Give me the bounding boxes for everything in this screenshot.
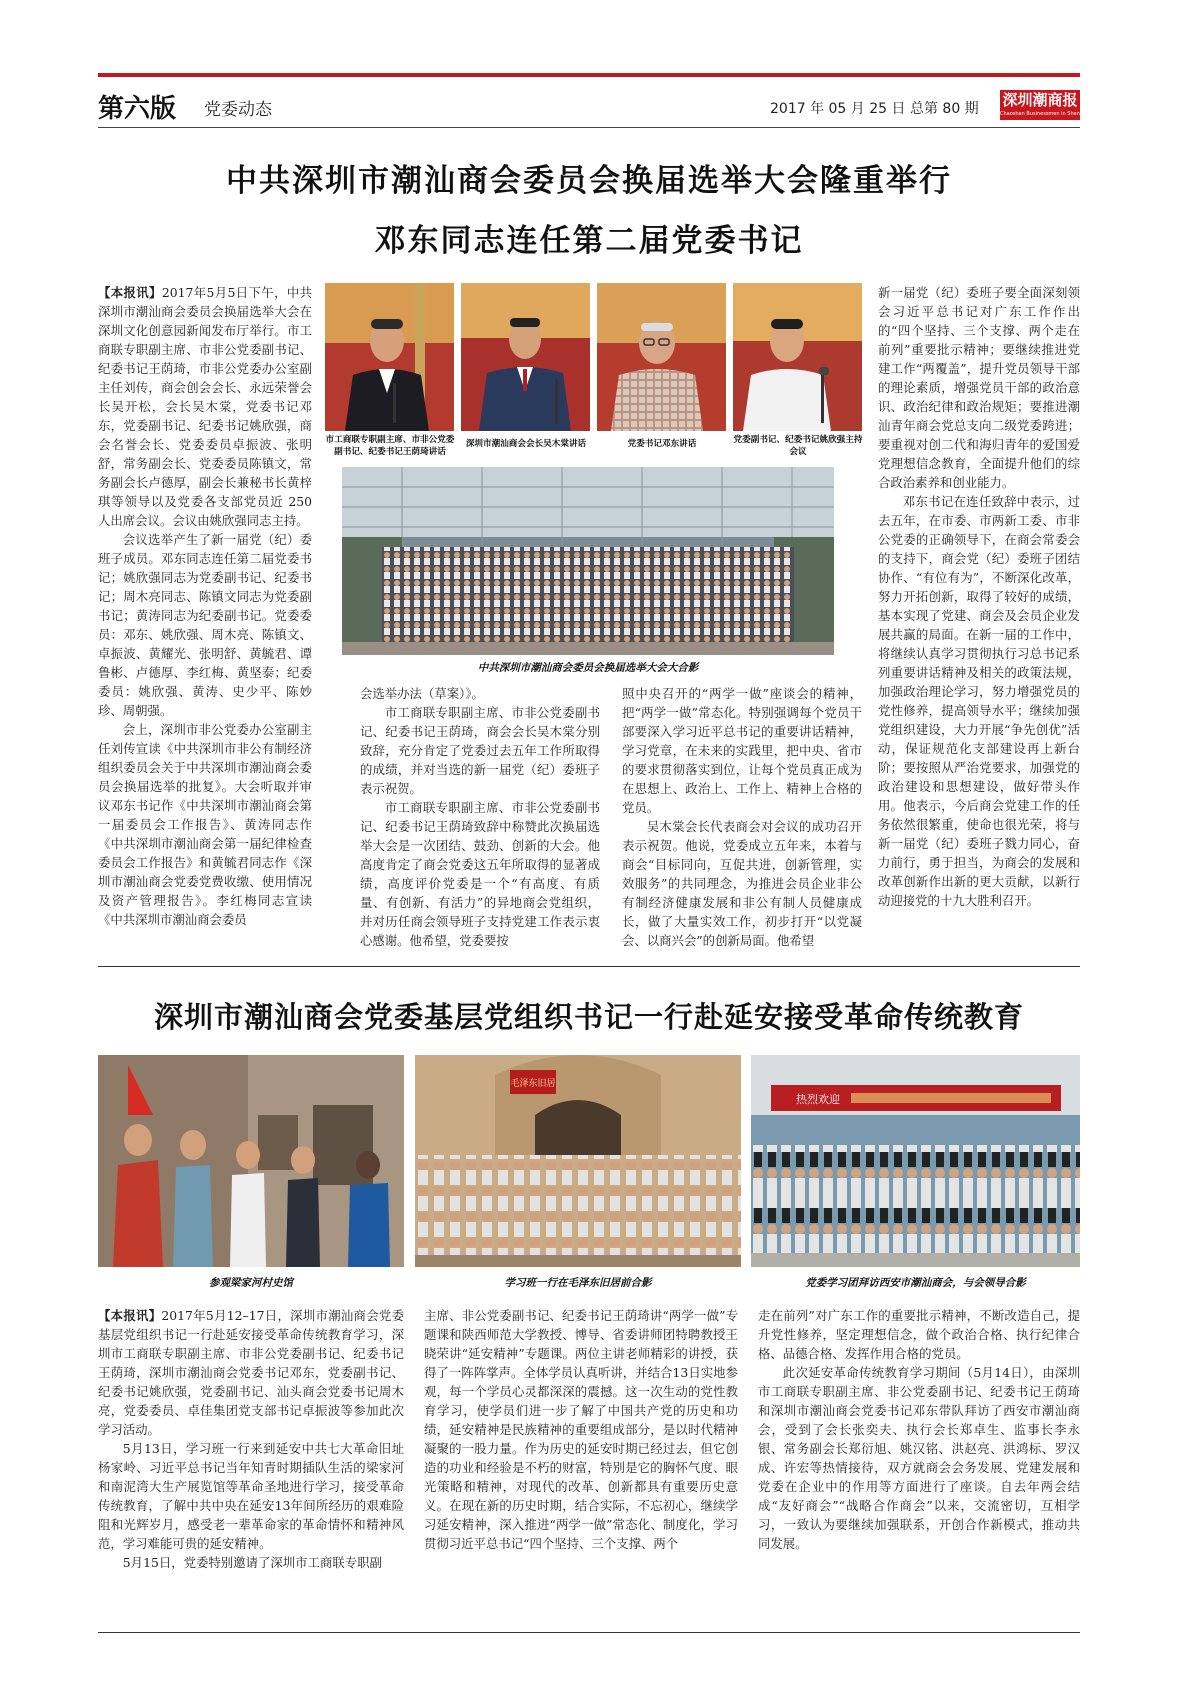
article2-title: 深圳市潮汕商会党委基层党组织书记一行赴延安接受革命传统教育 — [153, 1000, 1024, 1034]
photo-speaker-wang — [325, 283, 454, 431]
caption-village-museum: 参观梁家河村史馆 — [209, 1277, 293, 1289]
report-tag: 【本报讯】 — [98, 1308, 162, 1323]
article1-col4-para2: 邓东书记在连任致辞中表示，过去五年，在市委、市两新工委、市非公党委的正确领导下，在商会常委会的支持下，商会党（纪）委班子团结协作、“有位有为”，不断深化改革，努力开拓创新，取得了较好的成绩，基本实现了党建、商会及会员企业发展共赢的局面。在新一届的工作中，将继续认真学习贯彻执行习总书记系列重要讲话精神及相关的政策法规，加强政治理论学习，努力增强党员的党性修养，提高领导水平；继续加强党组织建设，大力开展“争先创优”活动，保证规范化支部建设再上新台阶；要按照从严治党要求，加强党的政治建设和思想建设，做好带头作用。他表示，今后商会党建工作的任务依然很繁重，使命也很光荣，将与新一届党（纪）委班子戮力同心，奋力前行，勇于担当，为商会的发展和改革创新作出新的更大贡献，以新行动迎接党的十九大胜利召开。 — [878, 494, 1080, 908]
caption-group-photo: 中共深圳市潮汕商会委员会换届选举大会大合影 — [477, 662, 699, 674]
photo-village-museum — [98, 1055, 404, 1267]
issue-dateline: 2017 年 05 月 25 日 总第 80 期 — [770, 101, 979, 117]
caption-photo-3: 党委书记邓东讲话 — [627, 439, 697, 449]
edition-label: 第六版 — [98, 94, 177, 124]
article1-col2-para3: 市工商联专职副主席、市非公党委副书记、纪委书记王荫琦致辞中称赞此次换届选举大会是一次团结、鼓劲、创新的大会。他高度肯定了商会党委这五年所取得的显著成绩，高度评价党委是一个“有高度、有质量、有创新、有活力”的异地商会党组织，并对历任商会领导班子支持党建工作表示衷心感谢。他希望，党委要按 — [360, 800, 600, 948]
article1-col2-para2: 市工商联专职副主席、市非公党委副书记、纪委书记王荫琦，商会会长吴木棠分别致辞，充分肯定了党委过去五年工作所取得的成绩，并对当选的新一届党（纪）委班子表示祝贺。 — [360, 705, 600, 796]
caption-photo-4: 党委副书记、纪委书记姚欣强主持会议 — [733, 435, 863, 457]
photo-mao-residence — [415, 1055, 741, 1267]
footer-rule — [98, 1632, 1080, 1633]
article2-col3-para1: 走在前列”对广东工作的重要批示精神，不断改造自己，提升党性修养，坚定理想信念，做个政治合格、执行纪律合格、品德合格、发挥作用合格的党员。 — [758, 1308, 1080, 1361]
photo-speaker-yao — [733, 283, 862, 431]
sign-mao-residence: 毛泽东旧居 — [510, 1079, 556, 1089]
caption-xian-meeting: 党委学习团拜访西安市潮汕商会，与会领导合影 — [805, 1277, 1026, 1289]
photo-xian-chamber-meeting — [751, 1055, 1080, 1267]
newspaper-logo — [1000, 90, 1092, 120]
article2-col3-para2: 此次延安革命传统教育学习期间（5月14日），由深圳市工商联专职副主席、非公党委副书记、纪委书记王荫琦和深圳市潮汕商会党委书记邓东带队拜访了西安市潮汕商会，受到了会长张奕夫、执行会长郑卓生、监事长李永银、常务副会长郑衍旭、姚汉铭、洪赵亮、洪鸿标、罗汉成、许宏等热情接待，双方就商会会务发展、党建发展和党委在企业中的作用等方面进行了座谈。自去年两会结成“友好商会”“战略合作商会”以来，交流密切，互相学习，一致认为要继续加强联系，开创合作新模式，推动共同发展。 — [758, 1365, 1080, 1551]
article2-col1-para2: 5月13日，学习班一行来到延安中共七大革命旧址杨家岭、习近平总书记当年知青时期插队生活的梁家河和南泥湾大生产展览馆等革命圣地进行学习，接受革命传统教育，了解中共中央在延安13年间所经历的艰难险阻和光辉岁月，感受老一辈革命家的革命情怀和精神风范，学习难能可贵的延安精神。 — [98, 1441, 404, 1551]
article1-col3-para2: 吴木棠会长代表商会对会议的成功召开表示祝贺。他说，党委成立五年来，本着与商会“目标同向，互促共进，创新管理，实效服务”的共同理念，为推进会员企业非公有制经济健康发展和非公有制人员健康成长，做了大量实效工作，初步打开“以党凝会、以商兴会”的创新局面。他希望 — [622, 819, 862, 948]
header-separator — [98, 127, 1080, 128]
article2-col1-para1: 【本报讯】2017年5月12–17日，深圳市潮汕商会党委基层党组织书记一行赴延安接受革命传统教育学习，深圳市工商联专职副主席、市非公党委副书记、纪委书记王荫琦，深圳市潮汕商会党委书记邓东，党委副书记、纪委书记姚欣强，党委副书记、汕头商会党委书记周木亮，党委委员、卓佳集团党支部书记卓振波等参加此次学习活动。 — [98, 1308, 404, 1437]
article1-col1-para3: 会上，深圳市非公党委办公室副主任刘传宣读《中共深圳市非公有制经济组织委员会关于中共深圳市潮汕商会委员会换届选举的批复》。大会听取并审议邓东书记作《中共深圳市潮汕商会第一届委员会工作报告》、黄涛同志作《中共深圳市潮汕商会第一届纪律检查委员会工作报告》和黄毓君同志作《深圳市潮汕商会党委党费收缴、使用情况及资产管理报告》。李红梅同志宣读《中共深圳市潮汕商会委员 — [98, 722, 312, 927]
welcome-banner-text: 热烈欢迎 — [796, 1093, 840, 1106]
caption-photo-2: 深圳市潮汕商会会长吴木棠讲话 — [465, 439, 587, 449]
logo-title: 深圳潮商报 — [1002, 91, 1078, 109]
article1-title-line2: 邓东同志连任第二届党委书记 — [374, 223, 804, 259]
article2-col1-para3: 5月15日，党委特别邀请了深圳市工商联专职副 — [122, 1555, 382, 1570]
article1-col2-para1: 会选举办法（草案）》。 — [360, 686, 484, 701]
report-tag: 【本报讯】 — [98, 285, 162, 300]
article1-column-3 — [622, 684, 862, 951]
photo-speaker-deng — [597, 283, 726, 431]
article1-col4-para1: 新一届党（纪）委班子要全面深刻领会习近平总书记对广东工作作出的“四个坚持、三个支撑、两个走在前列”重要批示精神；要继续推进党建工作“两覆盖”，提升党员领导干部的理论素质，增强党员干部的政治意识、政治纪律和政治规矩；要推进潮汕青年商会党总支向二级党委跨进；要重视对创二代和海归青年的爱国爱党理想信念教育，全面提升他们的综合政治素养和创业能力。 — [878, 285, 1080, 490]
article1-col1-para1: 【本报讯】2017年5月5日下午，中共深圳市潮汕商会委员会换届选举大会在深圳文化创意园新闻发布厅举行。市工商联专职副主席、市非公党委副书记、纪委书记王荫琦，市非公党委办公室副主任刘传，商会创会会长、永远荣誉会长吴开松，会长吴木棠，党委书记邓东，党委副书记、纪委书记姚欣强，商会名誉会长、党委委员卓振波、张明舒，常务副会长、党委委员陈镇文，常务副会长卢德厚，副会长兼秘书长黄梓琪等领导以及党委各支部党员近 250 人出席会议。会议由姚欣强同志主持。 — [98, 285, 312, 528]
article1-col1-para2: 会议选举产生了新一届党（纪）委班子成员。邓东同志连任第二届党委书记；姚欣强同志为党委副书记、纪委书记；周木亮同志、陈镇文同志为党委副书记；黄涛同志为纪委副书记。党委委员：邓东、姚欣强、周木亮、陈镇文、卓振波、黄耀光、张明舒、黄毓君、谭鲁彬、卢德厚、李红梅、黄坚泰；纪委委员：姚欣强、黄涛、史少平、陈妙珍、周朝强。 — [98, 532, 312, 718]
article2-column-2 — [424, 1306, 738, 1624]
caption-mao-residence: 学习班一行在毛泽东旧居前合影 — [504, 1277, 652, 1289]
article2-column-3 — [758, 1306, 1080, 1624]
article-divider — [98, 966, 1080, 967]
article2-column-1 — [98, 1306, 404, 1624]
article1-col3-para1: 照中央召开的“两学一做”座谈会的精神，把“两学一做”常态化。特别强调每个党员干部要深入学习近平总书记的重要讲话精神，学习党章，在未来的实践里，把中央、省市的要求贯彻落实到位，让每个党员真正成为在思想上、政治上、工作上、精神上合格的党员。 — [622, 686, 862, 815]
section-label: 党委动态 — [204, 100, 272, 120]
article2-col2-para1: 主席、非公党委副书记、纪委书记王荫琦讲“两学一做”专题课和陕西师范大学教授、博导、省委讲师团特聘教授王晓荣讲“延安精神”专题课。两位主讲老师精彩的讲授，获得了一阵阵掌声。全体学员认真听讲，并结合13日实地参观，每一个学员心灵都深深的震撼。这一次生动的党性教育学习，使学员们进一步了解了中国共产党的历史和功绩，延安精神是民族精神的重要组成部分，是以时代精神凝聚的一股力量。作为历史的延安时期已经过去，但它创造的功业和经验是不朽的财富，特别是它的胸怀气度、眼光策略和精神，对现代的改革、创新都具有重要历史意义。在现在新的历史时期，结合实际，不忘初心，继续学习延安精神，深入推进“两学一做”常态化、制度化，学习贯彻习近平总书记“四个坚持、三个支撑、两个 — [424, 1308, 738, 1551]
logo-subtitle: Chaoshan Businessmen in Shenzhen — [1000, 111, 1092, 117]
caption-photo-1: 市工商联专职副主席、市非公党委副书记、纪委书记王荫琦讲话 — [325, 435, 455, 457]
article1-column-4 — [878, 283, 1080, 951]
masthead-rule — [98, 73, 1080, 77]
article1-title-line1: 中共深圳市潮汕商会委员会换届选举大会隆重举行 — [226, 163, 952, 199]
photo-speaker-wu — [461, 283, 590, 431]
photo-group-assembly — [342, 467, 834, 655]
article1-column-1 — [98, 283, 312, 951]
article1-column-2 — [360, 684, 600, 951]
